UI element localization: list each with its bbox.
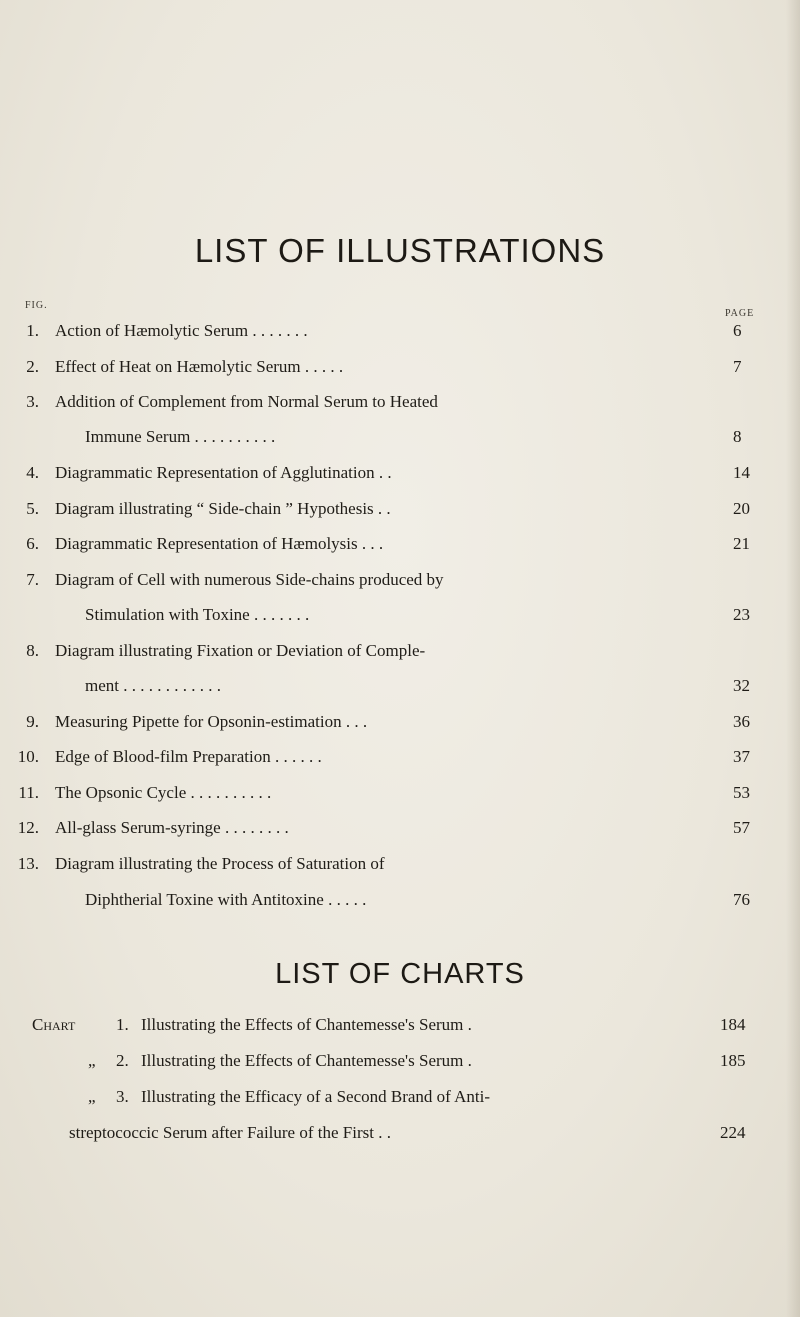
figure-title-continued: Diphtherial Toxine with Antitoxine . . . . . <box>85 890 367 909</box>
illustration-entry <box>0 854 800 874</box>
illustration-entry <box>0 392 800 412</box>
page-number: 8 <box>733 427 742 446</box>
page-number: 23 <box>733 605 750 624</box>
figure-title: Diagram of Cell with numerous Side-chains produced by <box>55 570 444 589</box>
chart-entry <box>0 1087 800 1107</box>
figure-number: 7. <box>26 570 39 589</box>
figure-title: The Opsonic Cycle . . . . . . . . . . <box>55 783 272 802</box>
page-number: 37 <box>733 747 750 766</box>
figure-number: 5. <box>26 499 39 518</box>
illustration-entry <box>0 321 800 341</box>
page-number: 57 <box>733 818 750 837</box>
chart-title: Illustrating the Effects of Chantemesse's Serum . <box>141 1051 472 1070</box>
chart-title: Illustrating the Efficacy of a Second Brand of Anti- <box>141 1087 491 1106</box>
page-number: 36 <box>733 712 750 731</box>
illustration-entry <box>0 534 800 554</box>
figure-number: 1. <box>26 321 39 340</box>
figure-number: 11. <box>18 783 39 802</box>
illustration-entry <box>0 641 800 661</box>
illustration-entry-continuation <box>0 605 800 625</box>
illustration-entry <box>0 357 800 377</box>
figure-title: All-glass Serum-syringe . . . . . . . . <box>55 818 289 837</box>
chart-number: 2. <box>116 1051 129 1070</box>
illustration-entry-continuation <box>0 890 800 910</box>
page-number: 14 <box>733 463 750 482</box>
illustration-entry <box>0 570 800 590</box>
illustration-entry <box>0 463 800 483</box>
page-number: 7 <box>733 357 742 376</box>
illustration-entry <box>0 712 800 732</box>
illustrations-heading: LIST OF ILLUSTRATIONS <box>194 232 606 269</box>
figure-title: Diagram illustrating Fixation or Deviation of Comple- <box>55 641 426 660</box>
figure-title-continued: Stimulation with Toxine . . . . . . . <box>85 605 310 624</box>
illustration-entry-continuation <box>0 427 800 447</box>
chart-lead-label: Chart <box>32 1015 76 1034</box>
illustration-entry <box>0 818 800 838</box>
figure-title: Measuring Pipette for Opsonin-estimation . . . <box>55 712 368 731</box>
chart-entry <box>0 1015 800 1035</box>
charts-heading: LIST OF CHARTS <box>275 958 525 990</box>
ditto-mark: „ <box>88 1051 96 1070</box>
chart-entry-continuation <box>0 1123 800 1143</box>
ditto-mark: „ <box>88 1087 96 1106</box>
chart-title-continued: streptococcic Serum after Failure of the First . . <box>69 1123 391 1142</box>
figure-number: 2. <box>26 357 39 376</box>
illustration-entry-continuation <box>0 676 800 696</box>
figure-number: 10. <box>17 747 39 766</box>
chart-entry <box>0 1051 800 1071</box>
illustration-entry <box>0 747 800 767</box>
illustration-entry <box>0 783 800 803</box>
figure-title: Diagram illustrating “ Side-chain ” Hypothesis . . <box>55 499 391 518</box>
chart-title: Illustrating the Effects of Chantemesse's Serum . <box>141 1015 472 1034</box>
chart-number: 3. <box>116 1087 129 1106</box>
figure-title: Diagram illustrating the Process of Saturation of <box>55 854 385 873</box>
figure-number: 13. <box>17 854 39 873</box>
figure-title: Action of Hæmolytic Serum . . . . . . . <box>55 321 308 340</box>
page-number: 185 <box>720 1051 746 1070</box>
figure-title: Diagrammatic Representation of Hæmolysis . . . <box>55 534 384 553</box>
figure-title: Diagrammatic Representation of Agglutination . . <box>55 463 392 482</box>
chart-number: 1. <box>116 1015 129 1034</box>
figure-number: 9. <box>26 712 39 731</box>
page-number: 6 <box>733 321 742 340</box>
page-number: 21 <box>733 534 750 553</box>
figure-title-continued: Immune Serum . . . . . . . . . . <box>85 427 276 446</box>
fig-column-label: FIG. <box>25 300 48 311</box>
figure-number: 4. <box>26 463 39 482</box>
page-number: 32 <box>733 676 750 695</box>
figure-title: Effect of Heat on Hæmolytic Serum . . . . . <box>55 357 344 376</box>
page-number: 53 <box>733 783 750 802</box>
figure-title: Edge of Blood-film Preparation . . . . . . <box>55 747 322 766</box>
page-column-label: PAGE <box>725 308 755 319</box>
page-number: 184 <box>720 1015 746 1034</box>
figure-title-continued: ment . . . . . . . . . . . . <box>85 676 221 695</box>
figure-title: Addition of Complement from Normal Serum to Heated <box>55 392 438 411</box>
figure-number: 12. <box>17 818 39 837</box>
page-number: 20 <box>733 499 750 518</box>
figure-number: 3. <box>26 392 39 411</box>
figure-number: 6. <box>26 534 39 553</box>
figure-number: 8. <box>26 641 39 660</box>
illustration-entry <box>0 499 800 519</box>
page-number: 224 <box>720 1123 746 1142</box>
page-number: 76 <box>733 890 750 909</box>
